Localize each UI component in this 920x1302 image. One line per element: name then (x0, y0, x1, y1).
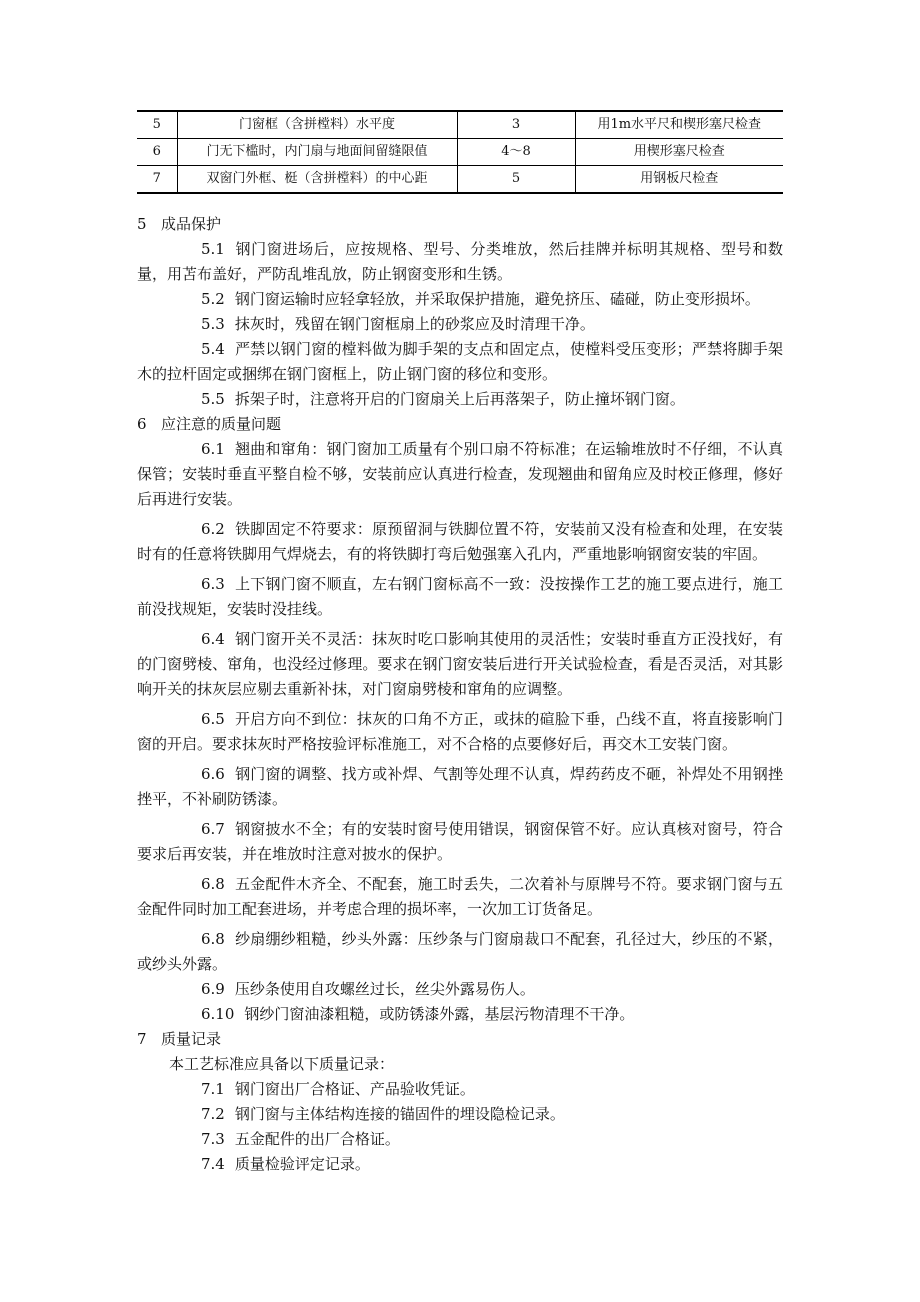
row-value: 4～8 (457, 139, 575, 166)
row-value: 3 (457, 111, 575, 139)
paragraph: 5.1 钢门窗进场后，应按规格、型号、分类堆放，然后挂牌并标明其规格、型号和数量，用苫布盖好，严防乱堆乱放，防止钢窗变形和生锈。 (137, 240, 783, 283)
tolerance-table (137, 110, 783, 194)
row-item: 门无下槛时，内门扇与地面间留缝限值 (177, 139, 457, 166)
paragraph: 7.3 五金配件的出厂合格证。 (201, 1130, 400, 1148)
paragraph: 7.2 钢门窗与主体结构连接的锚固件的埋设隐检记录。 (201, 1105, 565, 1123)
row-number: 7 (137, 166, 177, 194)
paragraph: 6.2 铁脚固定不符要求：原预留洞与铁脚位置不符，安装前又没有检查和处理，在安装时有的任意将铁脚用气焊烧去，有的将铁脚打弯后勉强塞入孔内，严重地影响钢窗安装的牢固。 (137, 520, 783, 563)
table-row (137, 166, 783, 194)
row-item: 双窗门外框、梃（含拼樘料）的中心距 (177, 166, 457, 194)
row-method: 用1m水平尺和楔形塞尺检查 (575, 111, 783, 139)
paragraph: 6.9 压纱条使用自攻螺丝过长，丝尖外露易伤人。 (201, 980, 535, 998)
paragraph: 6.6 钢门窗的调整、找方或补焊、气割等处理不认真，焊药药皮不砸，补焊处不用钢挫挫平，不补刷防锈漆。 (137, 765, 783, 808)
row-number: 5 (137, 111, 177, 139)
paragraph: 6.5 开启方向不到位：抹灰的口角不方正，或抹的碹脸下垂，凸线不直，将直接影响门窗的开启。要求抹灰时严格按验评标准施工，对不合格的点要修好后，再交木工安装门窗。 (137, 710, 783, 753)
paragraph: 7.1 钢门窗出厂合格证、产品验收凭证。 (201, 1080, 475, 1098)
row-method: 用钢板尺检查 (575, 166, 783, 194)
paragraph: 6.8 五金配件木齐全、不配套，施工时丢失，二次着补与原牌号不符。要求钢门窗与五金配件同时加工配套进场，并考虑合理的损坏率，一次加工订货备足。 (137, 875, 783, 918)
row-method: 用楔形塞尺检查 (575, 139, 783, 166)
section-heading: 5 成品保护 (137, 215, 222, 233)
paragraph: 5.4 严禁以钢门窗的樘料做为脚手架的支点和固定点，使樘料受压变形；严禁将脚手架木的拉杆固定或捆绑在钢门窗框上，防止钢门窗的移位和变形。 (137, 340, 783, 383)
section-heading: 6 应注意的质量问题 (137, 415, 282, 433)
paragraph: 6.1 翘曲和窜角：钢门窗加工质量有个别口扇不符标准；在运输堆放时不仔细，不认真保管；安装时垂直平整自检不够，安装前应认真进行检查，发现翘曲和留角应及时校正修理，修好后再进行安装。 (137, 440, 783, 508)
paragraph: 5.5 拆架子时，注意将开启的门窗扇关上后再落架子，防止撞坏钢门窗。 (201, 390, 685, 408)
paragraph-intro: 本工艺标准应具备以下质量记录： (169, 1055, 395, 1073)
paragraph: 6.8 纱扇绷纱粗糙，纱头外露：压纱条与门窗扇裁口不配套，孔径过大，纱压的不紧，或纱头外露。 (137, 930, 783, 973)
row-value: 5 (457, 166, 575, 194)
section-heading: 7 质量记录 (137, 1030, 222, 1048)
table-row (137, 111, 783, 139)
document-body (137, 212, 783, 1177)
paragraph: 6.4 钢门窗开关不灵活：抹灰时吃口影响其使用的灵活性；安装时垂直方正没找好，有的门窗劈棱、窜角，也没经过修理。要求在钢门窗安装后进行开关试验检查，看是否灵活，对其影响开关的抹灰层应剔去重新补抹，对门窗扇劈棱和窜角的应调整。 (137, 630, 783, 698)
paragraph: 6.3 上下钢门窗不顺直，左右钢门窗标高不一致：没按操作工艺的施工要点进行，施工前没找规矩，安装时没挂线。 (137, 575, 783, 618)
row-number: 6 (137, 139, 177, 166)
paragraph: 7.4 质量检验评定记录。 (201, 1155, 370, 1173)
paragraph: 5.2 钢门窗运输时应轻拿轻放，并采取保护措施，避免挤压、磕碰，防止变形损坏。 (201, 290, 760, 308)
table-row (137, 139, 783, 166)
paragraph: 5.3 抹灰时，残留在钢门窗框扇上的砂浆应及时清理干净。 (201, 315, 595, 333)
row-item: 门窗框（含拼樘料）水平度 (177, 111, 457, 139)
paragraph: 6.7 钢窗披水不全；有的安装时窗号使用错误，钢窗保管不好。应认真核对窗号，符合要求后再安装，并在堆放时注意对披水的保护。 (137, 820, 783, 863)
paragraph: 6.10 钢纱门窗油漆粗糙，或防锈漆外露，基层污物清理不干净。 (201, 1005, 635, 1023)
